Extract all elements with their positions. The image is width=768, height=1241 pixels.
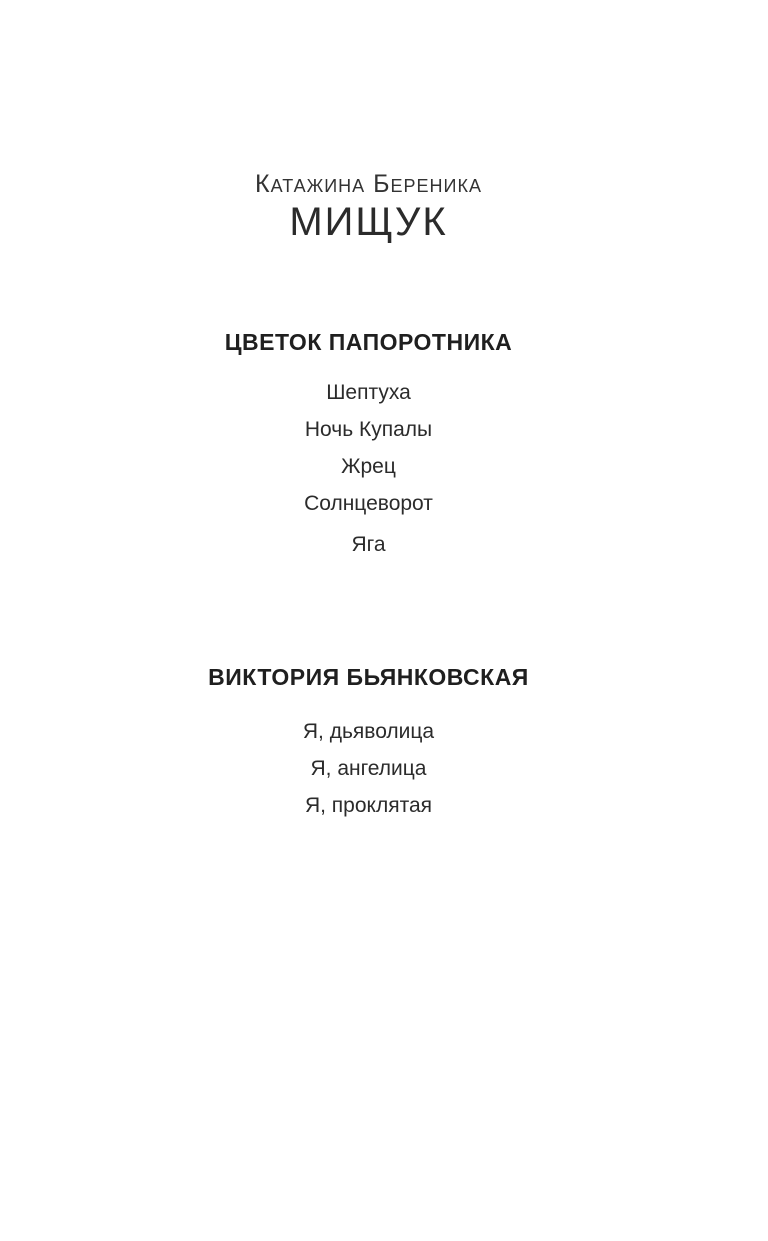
author-surname: МИЩУК <box>289 200 448 244</box>
series-section-fern-flower <box>0 328 737 563</box>
book-title: Я, дьяволица <box>302 720 435 743</box>
book-title: Шептуха <box>326 381 411 404</box>
series-section-victoria-biankovskaya <box>0 663 737 824</box>
author-first-names: Катажина Береника <box>255 170 482 198</box>
series-heading: ЦВЕТОК ПАПОРОТНИКА <box>224 329 513 355</box>
book-title: Я, проклятая <box>304 794 433 817</box>
book-title: Я, ангелица <box>310 757 427 780</box>
book-list <box>0 713 737 824</box>
author-block <box>0 0 737 244</box>
book-title: Солнцеворот <box>304 492 433 515</box>
book-list <box>0 374 737 563</box>
series-heading: ВИКТОРИЯ БЬЯНКОВСКАЯ <box>208 664 529 690</box>
book-title: Яга <box>351 533 386 556</box>
book-title: Ночь Купалы <box>304 418 433 441</box>
book-title: Жрец <box>341 455 396 478</box>
